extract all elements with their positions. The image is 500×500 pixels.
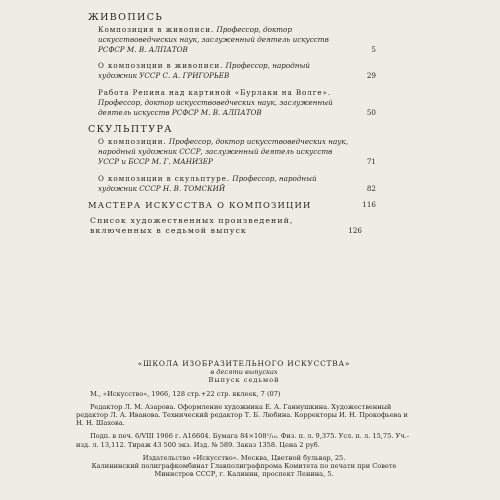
entry-page-number: 5 xyxy=(371,44,376,54)
entry-author: Профессор, доктор искусствоведческих наук, народный художник СССР, заслуженный деятель искусств УССР и БССР М. Г. МАНИЗЕР xyxy=(98,137,348,166)
publisher-address: Издательство «Искусство». Москва, Цветной бульвар, 25. xyxy=(142,453,346,462)
toc-entry-artwork-list xyxy=(90,216,376,236)
toc-entry xyxy=(86,88,376,117)
imprint-line: М., «Искусство», 1966, 128 стр.+22 стр. вклеек, 7 (07) xyxy=(90,389,281,398)
entry-title: Композиция в живописи. xyxy=(98,25,215,34)
section-heading-masters xyxy=(88,200,376,210)
entry-page-number: 50 xyxy=(366,107,376,117)
entry-author: Профессор, доктор искусствоведческих наук, заслуженный деятель искусств РСФСР М. В. АЛПАТОВ xyxy=(98,25,329,54)
series-title: «ШКОЛА ИЗОБРАЗИТЕЛЬНОГО ИСКУССТВА» xyxy=(137,359,351,368)
entry-author: Профессор, народный художник УССР С. А. ГРИГОРЬЕВ xyxy=(98,61,310,81)
entry-title: Список художественных произведений, включенных в седьмой выпуск xyxy=(90,216,294,236)
editors-credits: Редактор Л. М. Азарова. Оформление художника Е. А. Ганнушкина. Художественный редактор Л. А. Иванова. Технический редактор Т. Б. Любина. Корректоры И. Н. Прокофьева и Н. Н. Шахова. xyxy=(76,402,408,428)
entry-page-number: 71 xyxy=(366,156,376,166)
section-title: МАСТЕРА ИСКУССТВА О КОМПОЗИЦИИ xyxy=(88,200,312,211)
table-of-contents xyxy=(86,8,376,236)
entry-page-number: 82 xyxy=(366,183,376,193)
toc-entry xyxy=(86,61,376,81)
toc-entry xyxy=(86,174,376,194)
entry-title: Работа Репина над картиной «Бурлаки на Волге». xyxy=(98,87,332,97)
entry-page-number: 126 xyxy=(348,226,362,236)
series-subtitle: в десяти выпусках xyxy=(210,368,278,377)
entry-title: О композиции. xyxy=(98,137,167,147)
section-heading-sculpture: СКУЛЬПТУРА xyxy=(88,124,173,136)
colophon xyxy=(76,360,412,478)
print-details: Подп. в печ. 6/VIII 1966 г. А16604. Бумага 84×108¹/₁₆. Физ. п. л. 9,375. Усл. п. л. 15,75. Уч.-изд. л. 13,112. Тираж 43 500 экз. Изд. № 589. Заказ 1358. Цена 2 руб. xyxy=(76,432,409,449)
entry-title: О композиции в скульптуре. xyxy=(98,173,230,183)
entry-page-number: 29 xyxy=(366,71,376,81)
entry-author: Профессор, народный художник СССР Н. В. ТОМСКИЙ xyxy=(98,173,317,193)
issue-number: Выпуск седьмой xyxy=(208,376,280,385)
entry-title: О композиции в живописи. xyxy=(98,61,224,71)
section-heading-painting: ЖИВОПИСЬ xyxy=(88,12,164,23)
printer-address: Калининский полиграфкомбинат Главполиграфпрома Комитета по печати при Совете Министров СССР, г. Калинин, проспект Ленина, 5. xyxy=(91,462,397,479)
entry-author: Профессор, доктор искусствоведческих наук, заслуженный деятель искусств РСФСР М. В. АЛПАТОВ xyxy=(98,97,333,117)
toc-entry xyxy=(86,137,376,166)
toc-entry xyxy=(86,25,376,54)
entry-page-number: 116 xyxy=(362,200,376,210)
